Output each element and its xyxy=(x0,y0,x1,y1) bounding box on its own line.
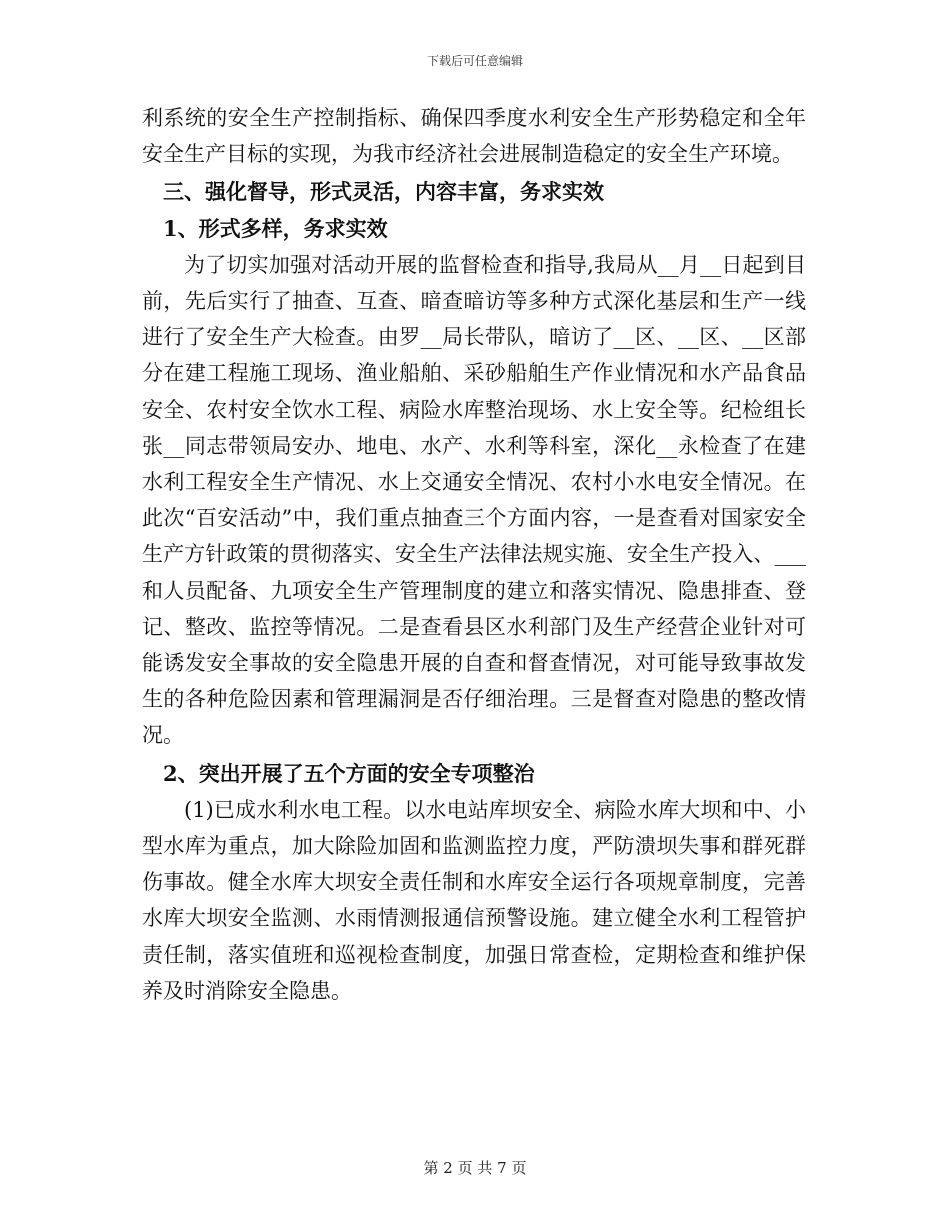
subsection-heading-3-2: 2、突出开展了五个方面的安全专项整治 xyxy=(163,760,535,786)
subsection-heading-3-1: 1、形式多样，务求实效 xyxy=(163,215,388,241)
section-heading-3: 三、强化督导，形式灵活，内容丰富，务求实效 xyxy=(163,179,604,205)
paragraph-3-2-1: (1)已成水利水电工程。以水电站库坝安全、病险水库大坝和中、小型水库为重点，加大除险加固和监测监控力度，严防溃坝失事和群死群伤事故。健全水库大坝安全责任制和水库安全运行各项规章制度，完善水库大坝安全监测、水雨情测报通信预警设施。建立健全水利工程管护责任制，落实值班和巡视检查制度，加强日常查检，定期检查和维护保养及时消除安全隐患。 xyxy=(142,797,806,1003)
paragraph-3-1: 为了切实加强对活动开展的监督检查和指导,我局从__月__日起到目前，先后实行了抽查、互查、暗查暗访等多种方式深化基层和生产一线进行了安全生产大检查。由罗__局长带队，暗访了__区、__区、__区部分在建工程施工现场、渔业船舶、采砂船舶生产作业情况和水产品食品安全、农村安全饮水工程、病险水库整治现场、水上安全等。纪检组长张__同志带领局安办、地电、水产、水利等科室，深化__永检查了在建水利工程安全生产情况、水上交通安全情况、农村小水电安全情况。在此次“百安活动”中，我们重点抽查三个方面内容，一是查看对国家安全生产方针政策的贯彻落实、安全生产法律法规实施、安全生产投入、___和人员配备、九项安全生产管理制度的建立和落实情况、隐患排查、登记、整改、监控等情况。二是查看县区水利部门及生产经营企业针对可能诱发安全事故的安全隐患开展的自查和督查情况，对可能导致事故发生的各种危险因素和管理漏洞是否仔细治理。三是督查对隐患的整改情况。 xyxy=(142,252,806,748)
header-note: 下载后可任意编辑 xyxy=(426,54,523,68)
document-body xyxy=(142,100,806,1009)
page-number: 第 2 页 共 7 页 xyxy=(423,1159,527,1177)
paragraph-continued: 利系统的安全生产控制指标、确保四季度水利安全生产形势稳定和全年安全生产目标的实现，为我市经济社会进展制造稳定的安全生产环境。 xyxy=(142,106,806,167)
